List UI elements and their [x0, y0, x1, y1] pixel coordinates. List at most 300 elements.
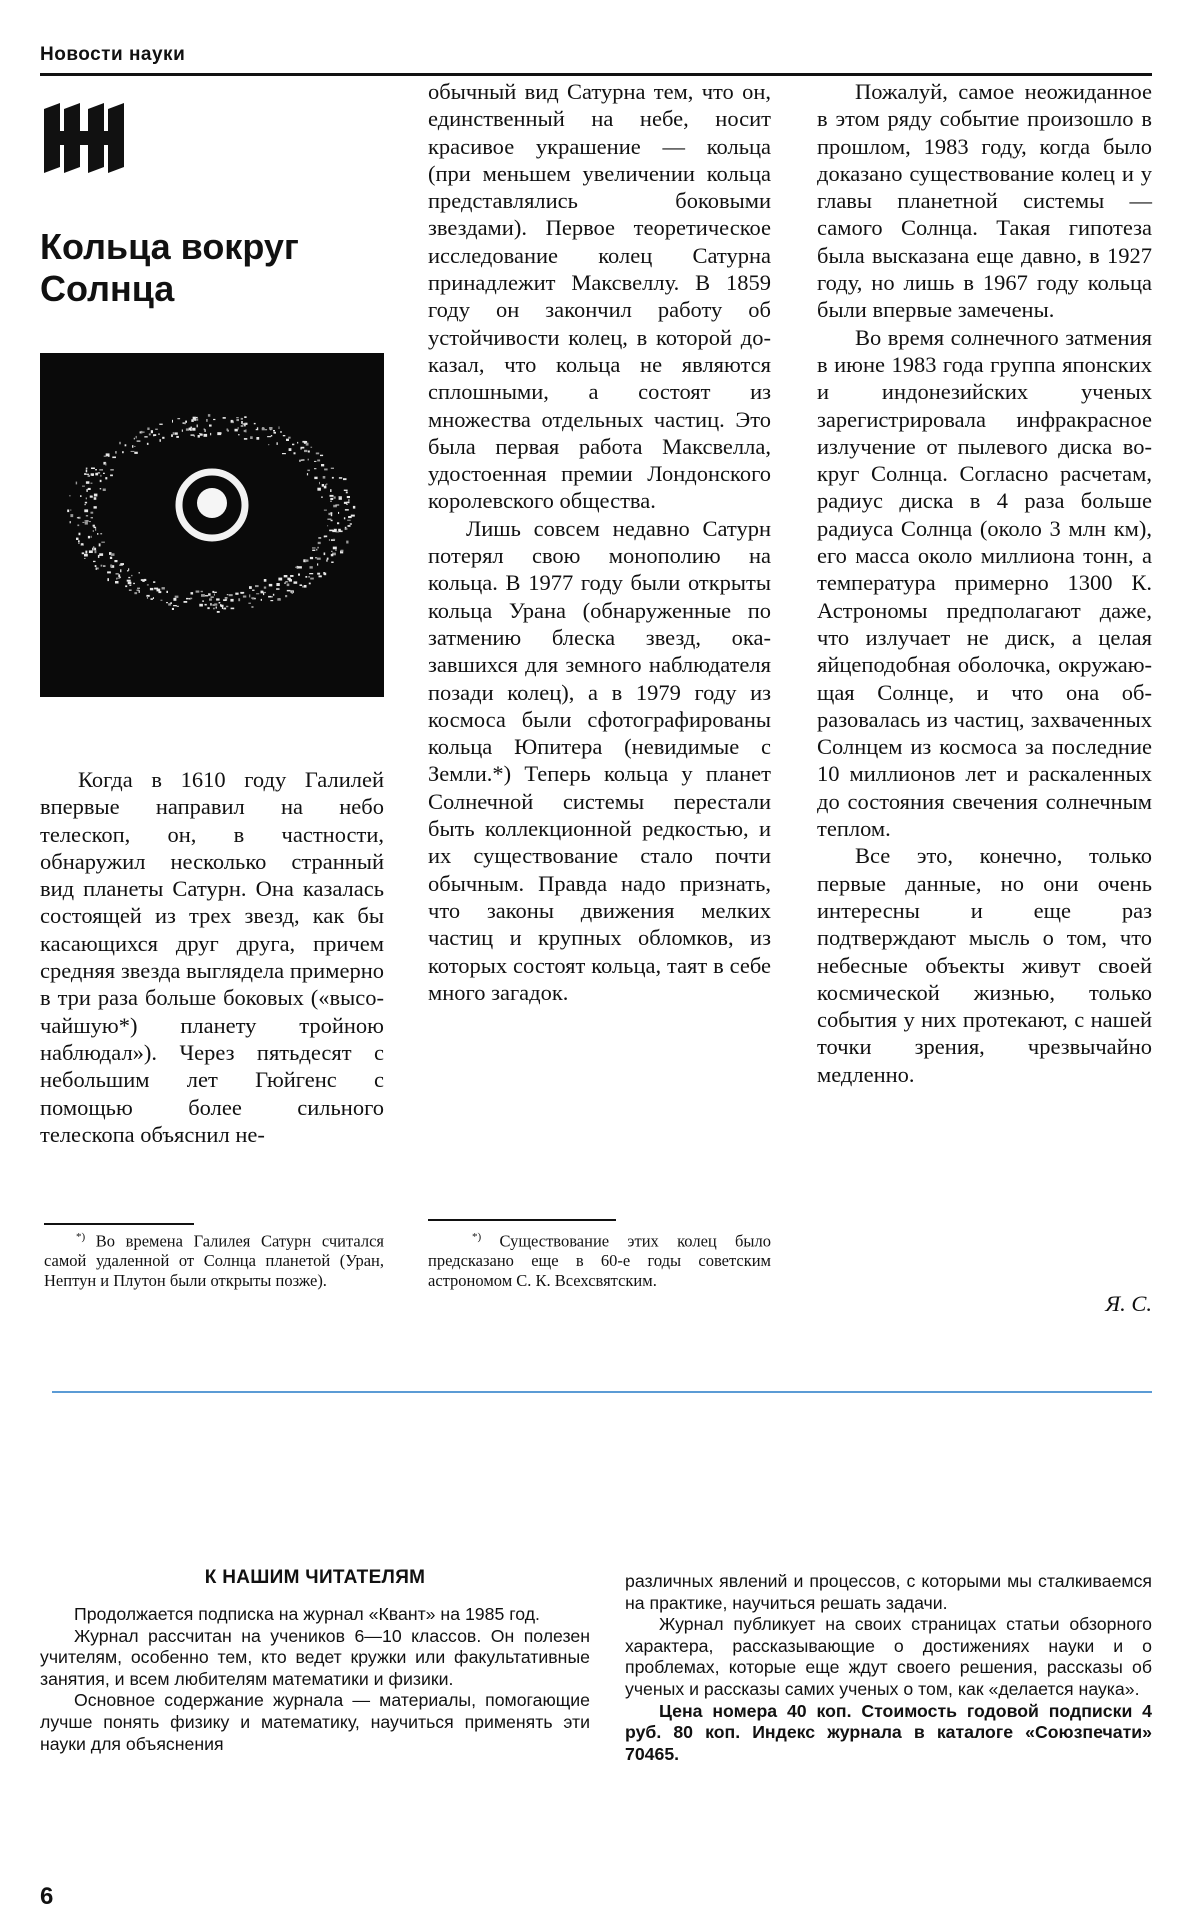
dust-particle [210, 603, 212, 606]
notice-column-right [625, 1571, 1152, 1765]
dust-particle [70, 514, 73, 517]
dust-particle [93, 561, 96, 562]
dust-particle [204, 434, 208, 437]
notice-paragraph: Продолжается подписка на журнал «Квант» на 1985 год. [74, 1604, 540, 1624]
dust-particle [324, 536, 326, 537]
dust-particle [236, 419, 239, 421]
dust-particle [84, 554, 88, 557]
dust-particle [274, 432, 277, 434]
article-paragraph: Лишь совсем недавно Сатурн потерял свою монополию на кольца. В 1977 году были открыты кольца Урана (обнаруженные по затмению блеска звезд, оказавшихся для земного наблюдателя позади колец), а в 1979 году из космоса были сфотографированы кольца Юпитера (невидимые с Земли.*) Теперь кольца у планет Солнечной системы перестали быть коллекционной редкостью, и их существование стало почти обычным. Правда надо признать, что законы движения мелких частиц и крупных обломков, из которых состоят кольца, таят в себе много загадок. [428, 515, 771, 1005]
dust-particle [99, 543, 101, 546]
dust-particle [249, 586, 252, 589]
dust-particle [213, 419, 215, 420]
dust-particle [105, 477, 107, 479]
dust-particle [310, 557, 313, 559]
dust-particle [305, 576, 307, 578]
dust-particle [348, 499, 350, 501]
dust-particle [214, 592, 217, 593]
dust-particle [261, 591, 264, 594]
dust-particle [324, 469, 328, 471]
dust-particle [304, 450, 307, 452]
dust-particle [327, 558, 329, 560]
article-paragraph: обычный вид Сатурна тем, что он, единственный на небе, носит красивое украшение — кольца (при меньшем увеличении кольца представлялись боковыми звездами). Первое теоретическое исследование колец Сатурна принадлежит Максвеллу. В 1859 году он закончил работу об устойчивости колец, в которой доказал, что кольца не являются сплошными, а состоят из множества отдельных частиц. Это была первая работа Максвелла, удостоенная премии Лондонского королевского общества. [428, 79, 771, 514]
article-column-3 [817, 78, 1152, 1088]
dust-particle [322, 484, 324, 487]
dust-particle [333, 547, 337, 550]
dust-particle [96, 567, 97, 570]
dust-particle [309, 583, 311, 585]
dust-particle [332, 477, 334, 479]
dust-particle [308, 451, 310, 453]
dust-particle [341, 550, 344, 552]
dust-particle [348, 516, 352, 518]
dust-particle [310, 566, 313, 568]
dust-particle [158, 434, 160, 435]
dust-particle [321, 464, 324, 466]
dust-particle [139, 572, 140, 573]
dust-particle [161, 600, 163, 601]
dust-particle [289, 448, 292, 451]
dust-particle [201, 591, 203, 592]
dust-particle [273, 594, 274, 596]
dust-particle [285, 595, 287, 597]
dust-particle [297, 442, 298, 444]
dust-particle [319, 482, 320, 484]
dust-particle [339, 531, 343, 533]
dust-particle [267, 436, 271, 437]
page-number: 6 [40, 1883, 54, 1910]
dust-particle [321, 497, 323, 498]
dust-particle [241, 418, 243, 420]
notice-paragraph: Журнал рассчитан на учеников 6—10 классов. Он полезен учителям, особенно тем, кто ведет кружки или факультативные занятия, и всем любителям математики и физики. [40, 1625, 590, 1689]
dust-particle [91, 473, 94, 476]
dust-particle [95, 528, 96, 531]
dust-particle [207, 607, 209, 609]
dust-particle [116, 578, 117, 580]
dust-particle [91, 483, 93, 484]
dust-particle [287, 578, 290, 581]
dust-particle [82, 486, 85, 487]
dust-particle [348, 525, 351, 527]
dust-particle [323, 476, 326, 479]
dust-particle [255, 585, 259, 587]
footnote-saturn [44, 1228, 384, 1290]
dust-particle [261, 599, 262, 601]
dust-particle [292, 444, 294, 446]
dust-particle [117, 578, 120, 579]
dust-particle [339, 497, 342, 500]
dust-particle [100, 475, 101, 477]
dust-particle [77, 517, 79, 518]
dust-particle [226, 606, 228, 607]
dust-particle [209, 425, 212, 427]
footnote-text: Существование этих колец было предсказано еще в 60-е годы советским астрономом С. К. Всехсвятским. [428, 1231, 771, 1290]
dust-particle [302, 459, 304, 461]
dust-particle [346, 541, 348, 544]
dust-particle [353, 506, 355, 509]
kvant-n-logo-icon [44, 103, 124, 175]
dust-particle [84, 509, 88, 512]
dust-particle [91, 512, 94, 514]
dust-particle [327, 525, 328, 526]
dust-particle [190, 598, 192, 600]
dust-particle [337, 522, 339, 524]
dust-particle [137, 441, 141, 442]
dust-particle [248, 603, 251, 604]
dust-particle [287, 584, 290, 587]
dust-particle [81, 543, 83, 545]
dust-particle [196, 591, 200, 593]
dust-particle [177, 606, 179, 607]
dust-particle [320, 455, 323, 456]
dust-particle [254, 423, 256, 424]
dust-particle [308, 459, 309, 461]
dust-particle [318, 537, 321, 538]
figure-background [40, 353, 384, 697]
dust-particle [193, 417, 196, 420]
dust-particle [329, 530, 333, 532]
dust-particle [244, 438, 247, 440]
dust-particle [88, 475, 90, 476]
dust-particle [100, 533, 102, 534]
article-column-2 [428, 78, 771, 1006]
dust-particle [269, 427, 272, 430]
dust-particle [107, 571, 111, 573]
dust-particle [136, 436, 137, 439]
dust-particle [302, 441, 306, 443]
dust-particle [106, 453, 110, 456]
dust-particle [264, 579, 267, 582]
dust-particle [119, 442, 121, 445]
dust-particle [323, 572, 325, 575]
dust-particle [307, 470, 310, 472]
dust-particle [214, 594, 215, 596]
dust-particle [100, 480, 102, 482]
dust-particle [222, 607, 223, 609]
dust-particle [128, 577, 130, 578]
dust-particle [82, 552, 85, 554]
dust-particle [200, 434, 203, 436]
dust-particle [314, 477, 317, 479]
dust-particle [227, 594, 229, 595]
dust-particle [225, 599, 227, 600]
dust-particle [330, 495, 334, 497]
dust-particle [324, 553, 326, 556]
dust-particle [329, 539, 330, 541]
dust-particle [348, 501, 350, 503]
dust-particle [95, 473, 98, 476]
dust-particle [110, 565, 112, 568]
dust-particle [243, 596, 246, 598]
dust-particle [316, 453, 319, 455]
dust-particle [196, 419, 198, 421]
dust-particle [110, 469, 114, 471]
dust-particle [324, 486, 327, 489]
dust-particle [198, 435, 200, 438]
article-paragraph: Пожалуй, самое неожиданное в этом ряду событие произошло в прошлом, 1983 году, когда было доказано существование колец и у главы планетной системы — самого Солнца. Такая гипотеза была высказана еще давно, в 1927 году, но лишь в 1967 году кольца были впервые замечены. [817, 79, 1152, 323]
dust-particle [105, 463, 106, 466]
dust-particle [350, 523, 352, 524]
dust-particle [116, 573, 119, 575]
dust-particle [262, 428, 265, 430]
dust-particle [112, 457, 116, 459]
dust-particle [94, 506, 97, 508]
dust-particle [208, 414, 210, 417]
dust-particle [86, 468, 88, 469]
dust-particle [120, 563, 124, 565]
notice-title: К НАШИМ ЧИТАТЕЛЯМ [204, 1567, 426, 1588]
dust-particle [101, 542, 105, 543]
dust-particle [125, 585, 127, 587]
dust-particle [346, 492, 348, 494]
dust-particle [338, 512, 339, 514]
dust-particle [250, 436, 253, 439]
dust-particle [205, 604, 207, 606]
dust-particle [182, 430, 183, 432]
dust-particle [251, 597, 254, 599]
dust-particle [310, 578, 314, 580]
dust-particle [134, 438, 135, 440]
dust-particle [110, 475, 113, 477]
dust-particle [225, 597, 228, 598]
dust-particle [86, 474, 89, 475]
dust-particle [205, 595, 208, 596]
dust-particle [317, 547, 319, 549]
author-signature: Я. С. [1105, 1291, 1152, 1316]
dust-particle [201, 594, 205, 597]
dust-particle [344, 517, 345, 519]
dust-particle [278, 578, 282, 581]
dust-particle [317, 488, 321, 491]
dust-particle [153, 434, 156, 436]
dust-particle [235, 429, 238, 432]
article-paragraph: Когда в 1610 году Галилей впервые направил на небо телескоп, он, в частности, обнаружил несколько странный вид планеты Сатурн. Она казалась состоящей из трех звезд, как бы касающихся друг друга, причем средняя звезда выглядела примерно в три раза больше боковых («высочайшую*) планету тройною наблюдал»). Через пятьдесят с небольшим лет Гюйгенс с помощью более сильного телескопа объяснил не- [40, 767, 384, 1147]
dust-particle [79, 533, 81, 536]
dust-particle [100, 488, 102, 489]
dust-particle [84, 558, 85, 559]
dust-particle [339, 496, 342, 497]
dust-particle [307, 473, 308, 475]
dust-particle [115, 581, 119, 584]
dust-particle [284, 583, 286, 584]
dust-particle [149, 433, 151, 435]
dust-particle [265, 429, 267, 430]
dust-particle [125, 444, 127, 446]
dust-particle [331, 562, 333, 564]
dust-particle [170, 602, 172, 604]
dust-particle [229, 594, 233, 596]
dust-particle [295, 567, 297, 568]
dust-particle [103, 565, 106, 566]
dust-particle [314, 468, 316, 469]
dust-particle [93, 548, 94, 551]
dust-particle [216, 598, 220, 600]
dust-particle [154, 588, 158, 590]
dust-particle [85, 522, 88, 525]
dust-particle [330, 498, 333, 500]
dust-particle [330, 501, 332, 502]
dust-particle [177, 418, 180, 419]
dust-particle [131, 575, 132, 576]
dust-particle [294, 452, 296, 454]
dust-particle [244, 424, 246, 427]
dust-particle [212, 604, 215, 606]
dust-particle [213, 608, 214, 610]
dust-particle [277, 442, 278, 445]
dust-particle [317, 573, 320, 575]
dust-particle [294, 581, 298, 583]
dust-particle [317, 460, 320, 462]
dust-particle [133, 583, 135, 584]
dust-particle [162, 437, 164, 439]
dust-particle [345, 528, 348, 529]
dust-particle [227, 429, 229, 431]
footnote-mark: *) [76, 1231, 86, 1243]
section-label: Новости науки [40, 44, 186, 65]
dust-particle [150, 588, 153, 590]
dust-particle [147, 443, 149, 445]
dust-particle [103, 489, 106, 492]
dust-particle [86, 489, 87, 492]
dust-particle [97, 533, 98, 535]
dust-particle [287, 590, 291, 592]
dust-particle [134, 592, 137, 594]
dust-particle [191, 592, 194, 594]
dust-particle [335, 505, 339, 506]
dust-particle [312, 550, 315, 551]
footnote-mark: *) [472, 1231, 482, 1243]
dust-particle [288, 437, 290, 439]
dust-particle [344, 502, 347, 504]
dust-particle [331, 554, 334, 556]
dust-particle [172, 420, 173, 423]
dust-particle [311, 447, 313, 448]
dust-particle [147, 428, 149, 431]
article-title: Кольца вокруг Солнца [40, 226, 299, 309]
dust-particle [238, 434, 239, 435]
dust-particle [333, 539, 335, 540]
dust-particle [134, 446, 135, 447]
dust-particle [327, 519, 331, 521]
dust-particle [269, 584, 273, 587]
sun-disk [197, 488, 227, 518]
dust-particle [111, 553, 115, 556]
dust-particle [210, 433, 211, 435]
dust-particle [70, 509, 71, 510]
dust-particle [230, 599, 233, 602]
dust-particle [191, 434, 195, 435]
dust-particle [103, 473, 105, 474]
dust-particle [95, 565, 97, 567]
dust-particle [171, 434, 173, 437]
dust-particle [128, 568, 129, 570]
dust-particle [280, 431, 282, 433]
dust-particle [220, 604, 222, 607]
dust-particle [159, 424, 162, 425]
dust-particle [69, 495, 70, 496]
dust-particle [94, 497, 97, 500]
dust-particle [231, 608, 235, 610]
dust-particle [93, 546, 94, 547]
dust-particle [93, 525, 95, 527]
article-paragraph: Во время солнечного затмения в июне 1983 года группа японских и индонезийских ученых зарегистрировала инфракрасное излучение от пылевого диска вокруг Солнца. Согласно расчетам, радиус диска в 4 раза больше радиуса Солнца (около 3 млн км), его масса около миллиона тонн, а температура примерно 1300 К. Астрономы предполагают даже, что излучает не диск, а целая яйцеподобная оболочка, окружающая Солнце, и что она образовалась из частиц, захваченных Солнцем из космоса за последние 10 миллионов лет и раскаленных до состояния свечения солнечным теплом. [817, 324, 1152, 842]
dust-particle [256, 429, 259, 430]
dust-particle [175, 432, 178, 434]
dust-particle [91, 468, 95, 470]
dust-particle [252, 590, 254, 591]
dust-particle [231, 420, 233, 422]
dust-particle [223, 417, 226, 419]
dust-particle [85, 551, 87, 554]
article-column-1 [40, 766, 384, 1148]
dust-particle [95, 550, 97, 553]
dust-particle [238, 598, 240, 601]
dust-particle [282, 453, 286, 454]
dust-particle [86, 520, 89, 522]
dust-particle [318, 542, 321, 544]
dust-particle [298, 566, 302, 568]
dust-particle [122, 451, 124, 453]
dust-particle [238, 427, 239, 429]
dust-particle [271, 435, 272, 437]
dust-particle [312, 547, 316, 548]
dust-particle [300, 448, 301, 449]
section-divider [52, 1391, 1152, 1393]
dust-particle [129, 590, 132, 591]
dust-particle [324, 510, 327, 511]
dust-particle [91, 536, 92, 538]
dust-particle [319, 575, 322, 577]
footnote-rule [44, 1223, 194, 1225]
dust-particle [89, 521, 91, 522]
dust-particle [339, 477, 342, 479]
dust-particle [301, 447, 305, 449]
subscription-info: Цена номера 40 коп. Стоимость годовой подписки 4 руб. 80 коп. Индекс журнала в каталоге «Союзпечати» 70465. [625, 1700, 1152, 1764]
dust-particle [279, 426, 280, 429]
dust-particle [192, 428, 195, 431]
dust-particle [77, 525, 79, 527]
dust-particle [107, 578, 109, 581]
dust-particle [151, 430, 153, 433]
dust-particle [144, 579, 147, 581]
dust-particle [286, 439, 289, 441]
dust-particle [186, 598, 189, 600]
dust-particle [101, 565, 103, 567]
dust-particle [78, 540, 80, 542]
dust-particle [292, 591, 294, 594]
dust-particle [141, 432, 144, 433]
dust-particle [317, 558, 321, 560]
dust-particle [331, 551, 332, 552]
dust-particle [162, 587, 165, 589]
dust-particle [283, 435, 286, 436]
dust-particle [173, 432, 175, 435]
dust-particle [268, 444, 269, 445]
article-paragraph: Все это, конечно, только первые данные, но они очень интересны и еще раз подтверждают мысль о том, что небесные объекты живут своей космической жизнью, только события у них протекают, с нашей точки зрения, чрезвычайно медленно. [817, 843, 1152, 1087]
dust-particle [276, 583, 279, 586]
dust-particle [273, 430, 275, 431]
dust-particle [216, 607, 217, 609]
dust-particle [314, 461, 316, 462]
dust-particle [290, 575, 293, 577]
dust-particle [175, 596, 179, 598]
dust-particle [139, 590, 140, 593]
dust-particle [86, 469, 88, 472]
dust-particle [206, 419, 208, 422]
dust-particle [189, 428, 192, 431]
dust-particle [304, 585, 307, 588]
dust-particle [153, 581, 155, 583]
